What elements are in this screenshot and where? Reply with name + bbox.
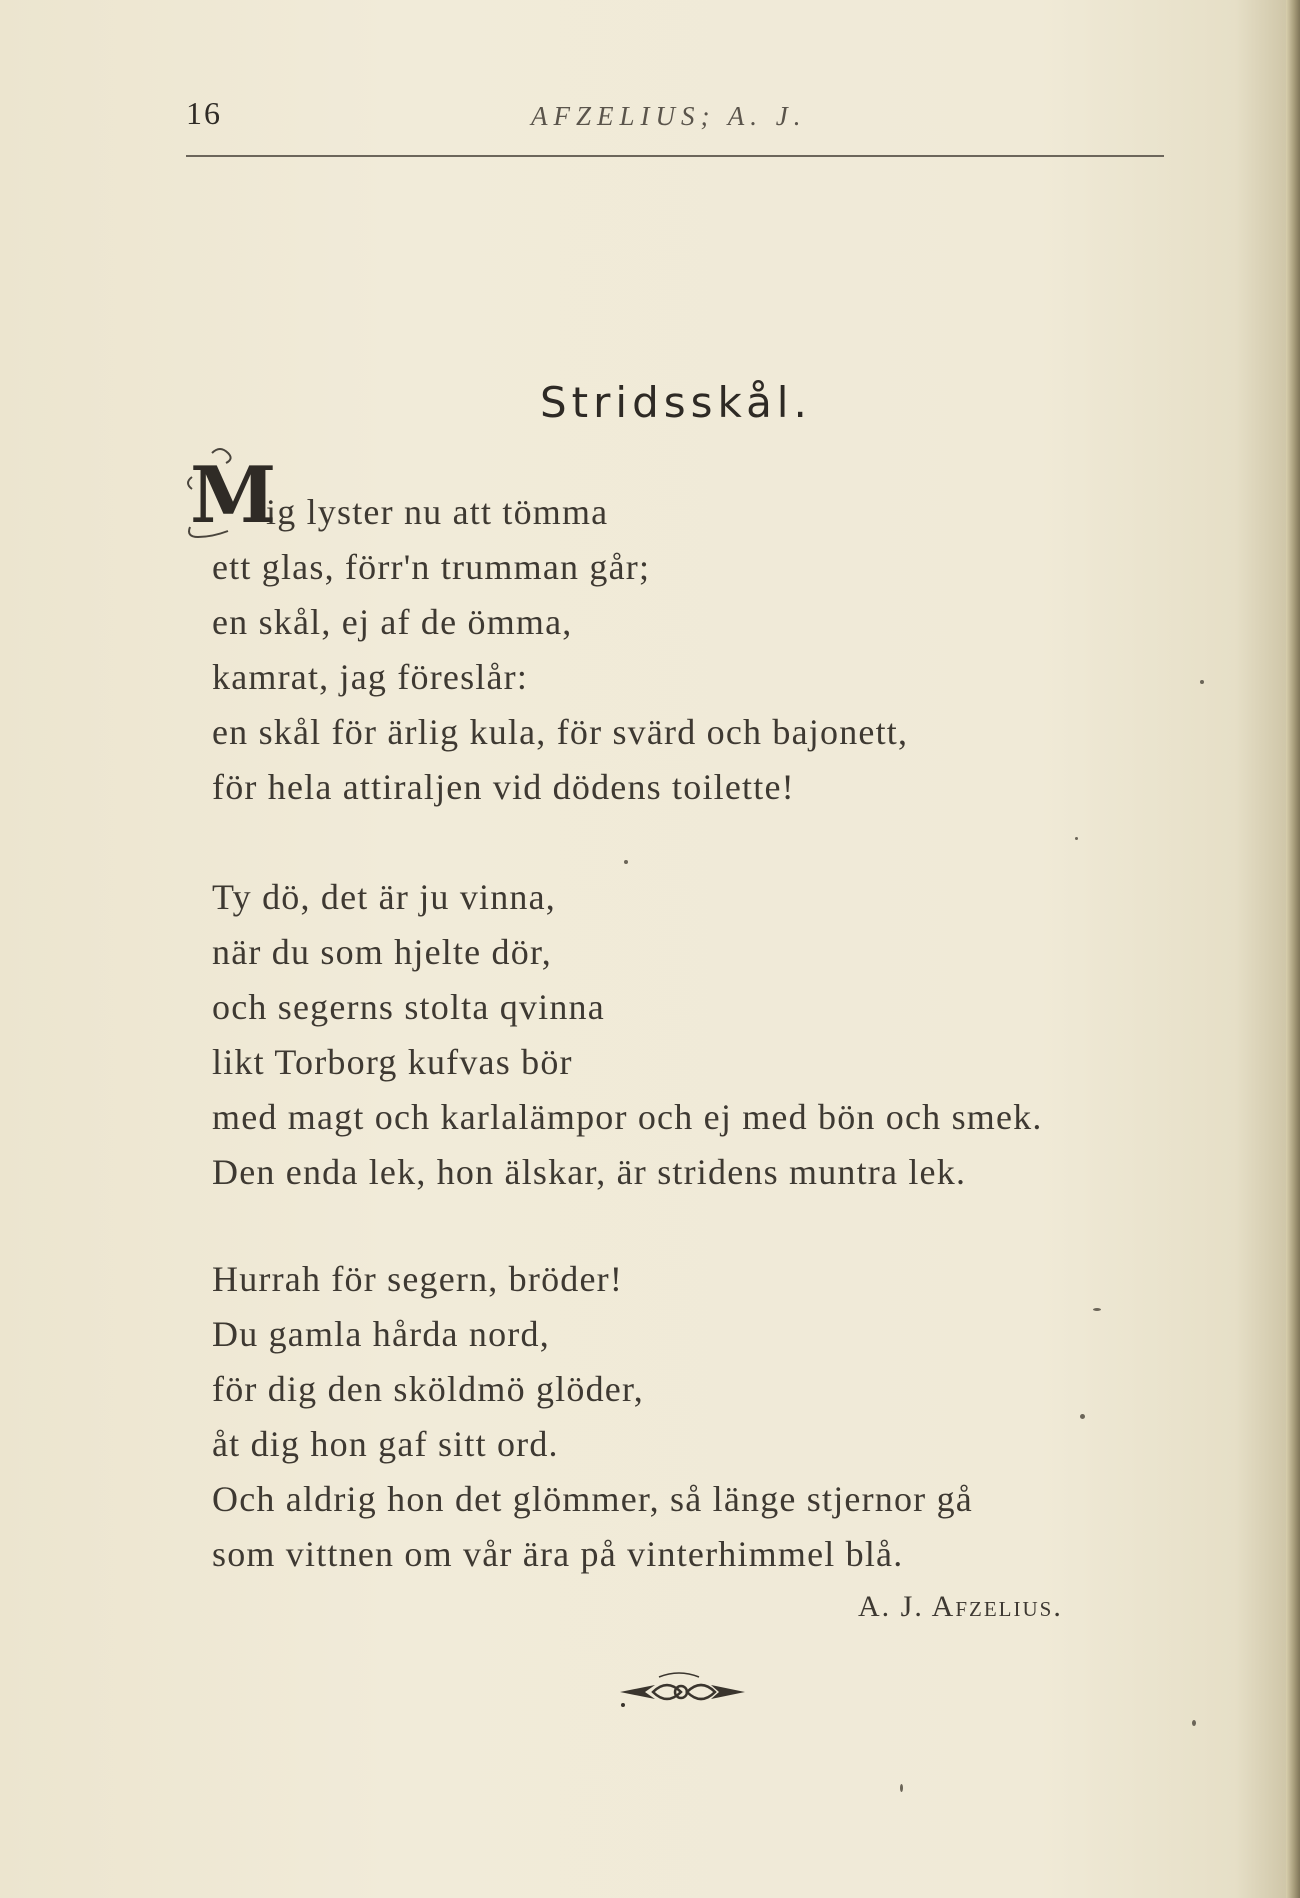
end-ornament-icon	[615, 1665, 750, 1715]
print-speck	[1200, 680, 1204, 684]
print-speck	[1080, 1414, 1085, 1419]
page-edge-shadow	[1286, 0, 1300, 1898]
poem-title: Stridsskål.	[540, 378, 812, 427]
poem-line: Hurrah för segern, bröder!	[212, 1259, 624, 1299]
poem-line: kamrat, jag föreslår:	[212, 657, 529, 697]
poem-line: en skål, ej af de ömma,	[212, 602, 573, 642]
poem-signature: A. J. Afzelius.	[858, 1590, 1063, 1623]
poem-line: och segerns stolta qvinna	[212, 987, 605, 1027]
poem-line: likt Torborg kufvas bör	[212, 1042, 573, 1082]
poem-line: som vittnen om vår ära på vinterhimmel blå.	[212, 1534, 904, 1574]
header-rule	[186, 155, 1164, 157]
drop-cap: M	[190, 450, 278, 541]
print-speck	[624, 860, 628, 864]
page-number: 16	[186, 95, 222, 131]
poem-line: Du gamla hårda nord,	[212, 1314, 550, 1354]
poem-line-text: ig lyster nu att tömma	[266, 492, 609, 532]
poem-line: för dig den sköldmö glöder,	[212, 1369, 644, 1409]
poem-line	[190, 450, 908, 541]
poem-line: Den enda lek, hon älskar, är stridens muntra lek.	[212, 1152, 967, 1192]
poem-line: med magt och karlalämpor och ej med bön och smek.	[212, 1097, 1043, 1137]
poem-line: en skål för ärlig kula, för svärd och bajonett,	[212, 712, 909, 752]
poem-line: när du som hjelte dör,	[212, 932, 552, 972]
print-speck	[1075, 837, 1078, 840]
print-speck	[1192, 1720, 1196, 1726]
poem-line: Ty dö, det är ju vinna,	[212, 877, 557, 917]
running-title: AFZELIUS; A. J.	[531, 101, 807, 131]
stanza-2	[212, 870, 1043, 1200]
stanza-3	[212, 1252, 973, 1582]
poem-line: för hela attiraljen vid dödens toilette!	[212, 767, 795, 807]
stanza-1	[190, 450, 909, 815]
poem-line: Och aldrig hon det glömmer, så länge stjernor gå	[212, 1479, 973, 1519]
poem-line: åt dig hon gaf sitt ord.	[212, 1424, 559, 1464]
running-head	[186, 95, 1164, 135]
print-speck	[1093, 1308, 1101, 1311]
poem-line: ett glas, förr'n trumman går;	[212, 547, 651, 587]
print-speck	[900, 1784, 903, 1792]
